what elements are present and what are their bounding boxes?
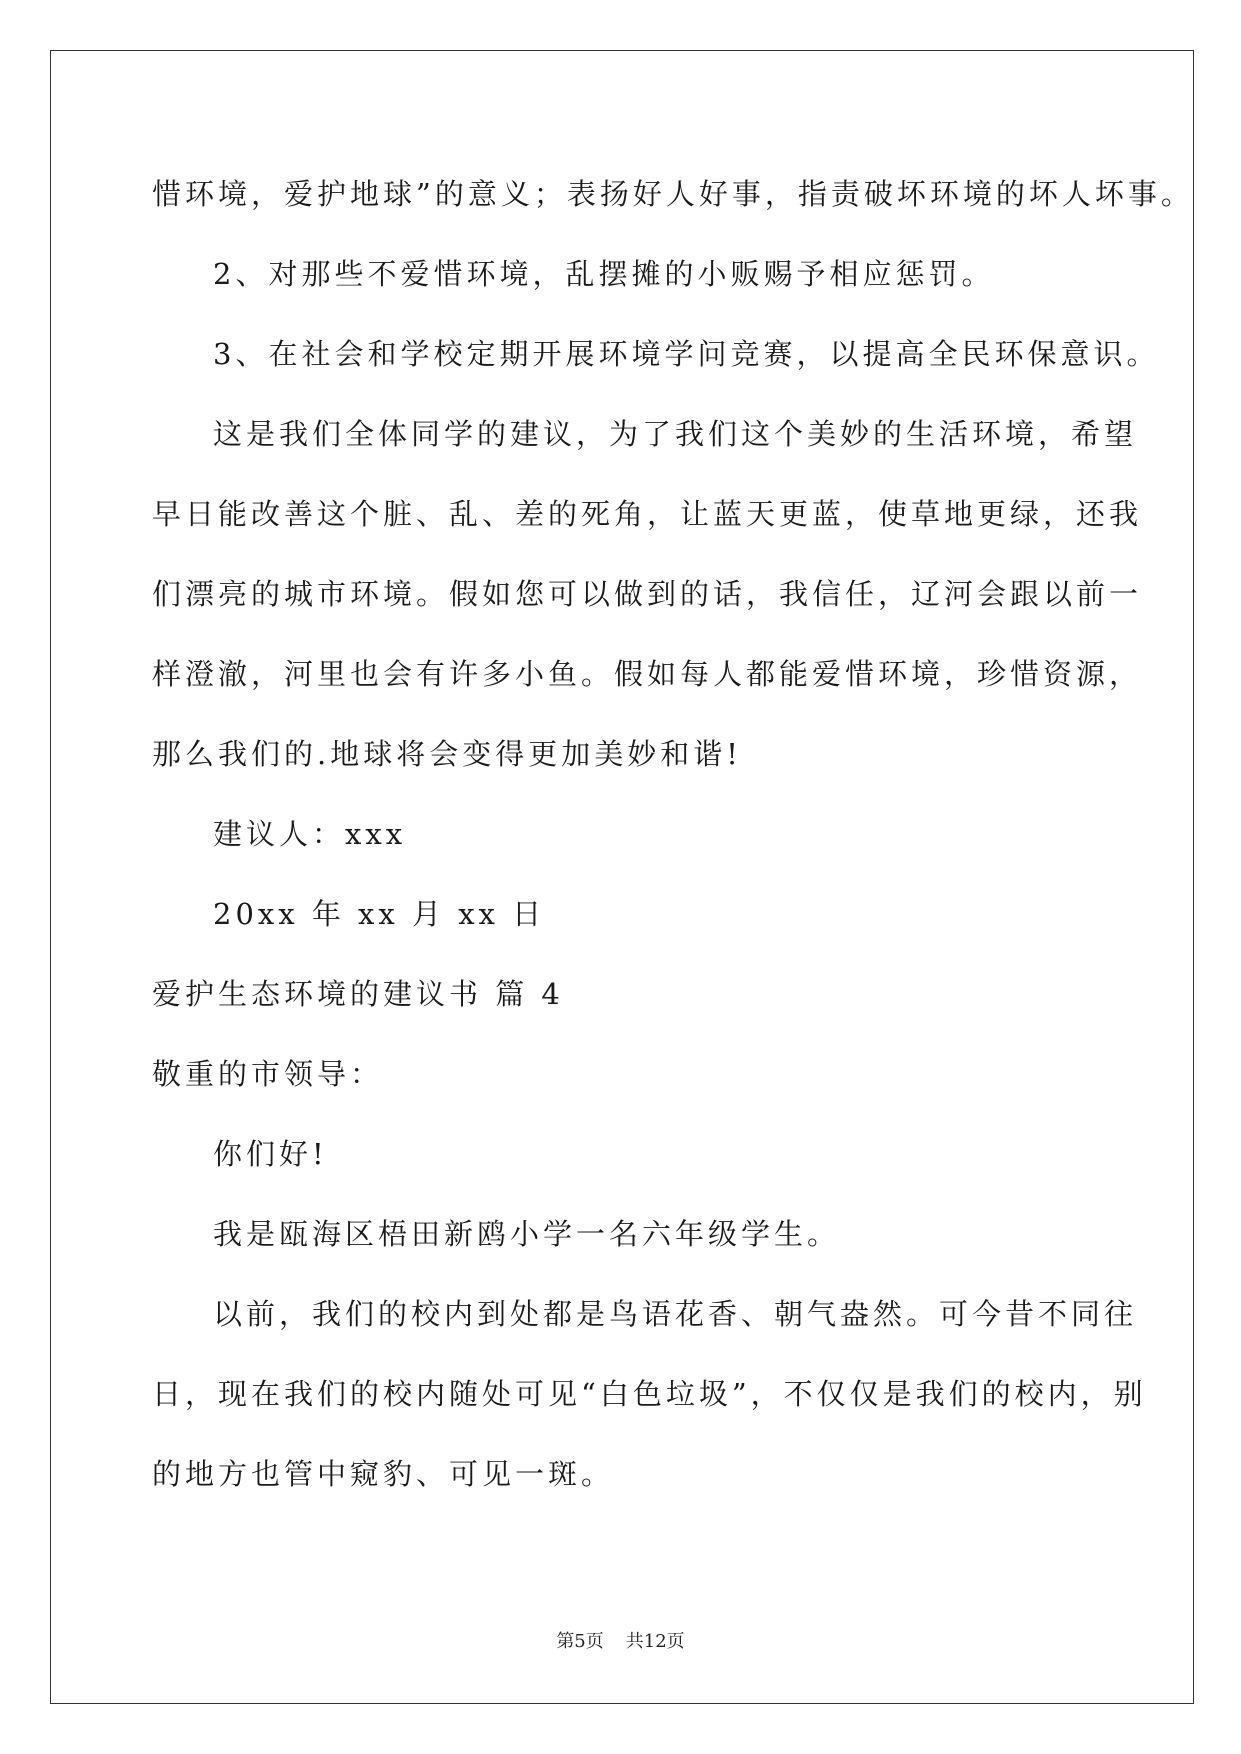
list-item: 3、在社会和学校定期开展环境学问竞赛，以提高全民环保意识。 — [213, 337, 1160, 371]
section-title: 爱护生态环境的建议书 篇 4 — [152, 977, 564, 1011]
page-footer — [0, 1630, 1241, 1654]
salutation: 敬重的市领导： — [152, 1057, 384, 1091]
list-item: 2、对那些不爱惜环境，乱摆摊的小贩赐予相应惩罚。 — [213, 257, 995, 291]
body-line: 早日能改善这个脏、乱、差的死角，让蓝天更蓝，使草地更绿，还我 — [152, 497, 1143, 531]
page-total: 共12页 — [625, 1631, 685, 1652]
paragraph-start: 以前，我们的校内到处都是鸟语花香、朝气盎然。可今昔不同往 — [213, 1297, 1138, 1331]
paragraph-start: 我是瓯海区梧田新鸥小学一名六年级学生。 — [213, 1217, 841, 1251]
body-line: 惜环境，爱护地球”的意义；表扬好人好事，指责破坏环境的坏人坏事。 — [152, 177, 1194, 211]
page-number: 第5页 — [556, 1631, 604, 1652]
paragraph-start: 这是我们全体同学的建议，为了我们这个美妙的生活环境，希望 — [213, 417, 1138, 451]
greeting: 你们好! — [213, 1137, 328, 1171]
body-line: 那么我们的.地球将会变得更加美妙和谐! — [152, 737, 742, 771]
body-line: 样澄澈，河里也会有许多小鱼。假如每人都能爱惜环境，珍惜资源， — [152, 657, 1143, 691]
date-line: 20xx 年 xx 月 xx 日 — [213, 897, 546, 931]
signature-line: 建议人：xxx — [213, 817, 407, 851]
body-line: 的地方也管中窥豹、可见一斑。 — [152, 1457, 615, 1491]
body-line: 日，现在我们的校内随处可见“白色垃圾”，不仅仅是我们的校内，别 — [152, 1377, 1147, 1411]
body-line: 们漂亮的城市环境。假如您可以做到的话，我信任，辽河会跟以前一 — [152, 577, 1143, 611]
